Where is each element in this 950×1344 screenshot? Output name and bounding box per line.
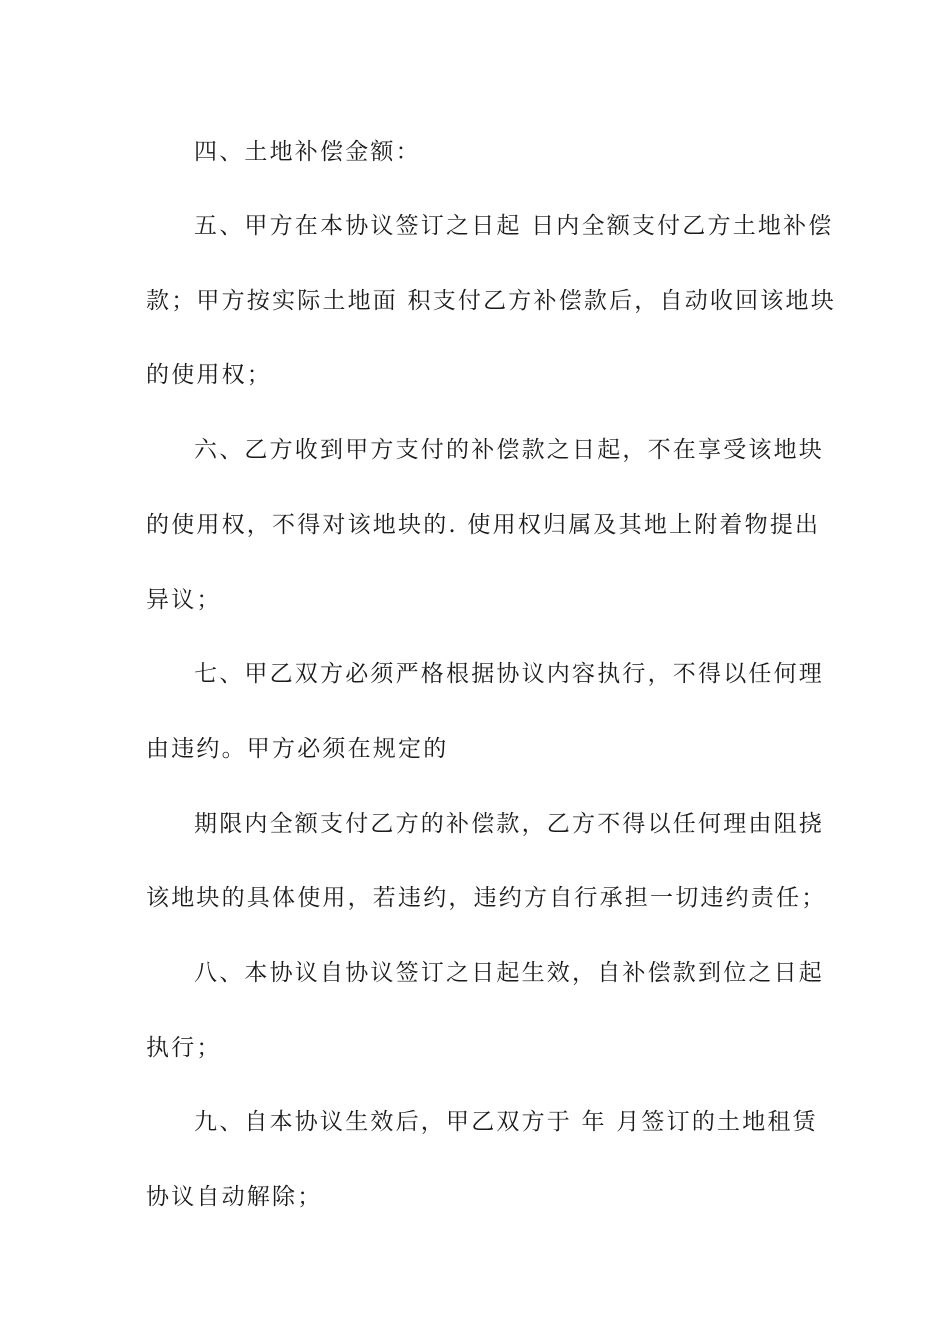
clause-7-line-2: 由违约。甲方必须在规定的 xyxy=(146,736,449,762)
clause-7-line-3: 期限内全额支付乙方的补偿款，乙方不得以任何理由阻挠 xyxy=(194,811,824,837)
clause-6-line-1: 六、乙方收到甲方支付的补偿款之日起，不在享受该地块 xyxy=(194,437,824,463)
clause-7-line-4: 该地块的具体使用，若违约，违约方自行承担一切违约责任； xyxy=(146,885,827,911)
clause-8-line-1: 八、本协议自协议签订之日起生效，自补偿款到位之日起 xyxy=(194,960,824,986)
clause-6-line-2: 的使用权，不得对该地块的. 使用权归属及其地上附着物提出 xyxy=(146,512,821,538)
clause-8-line-2: 执行； xyxy=(146,1035,222,1061)
clause-9-line-2: 协议自动解除； xyxy=(146,1184,323,1210)
clause-6-line-3: 异议； xyxy=(146,587,222,613)
clause-5-line-1: 五、甲方在本协议签订之日起 日内全额支付乙方土地补偿 xyxy=(194,213,834,239)
clause-5-line-2: 款；甲方按实际土地面 积支付乙方补偿款后，自动收回该地块 xyxy=(146,288,836,314)
clause-5-line-3: 的使用权； xyxy=(146,362,272,388)
clause-9-line-1: 九、自本协议生效后，甲乙双方于 年 月签订的土地租赁 xyxy=(194,1109,818,1135)
clause-7-line-1: 七、甲乙双方必须严格根据协议内容执行，不得以任何理 xyxy=(194,661,824,687)
clause-4-line-1: 四、土地补偿金额： xyxy=(194,139,421,165)
